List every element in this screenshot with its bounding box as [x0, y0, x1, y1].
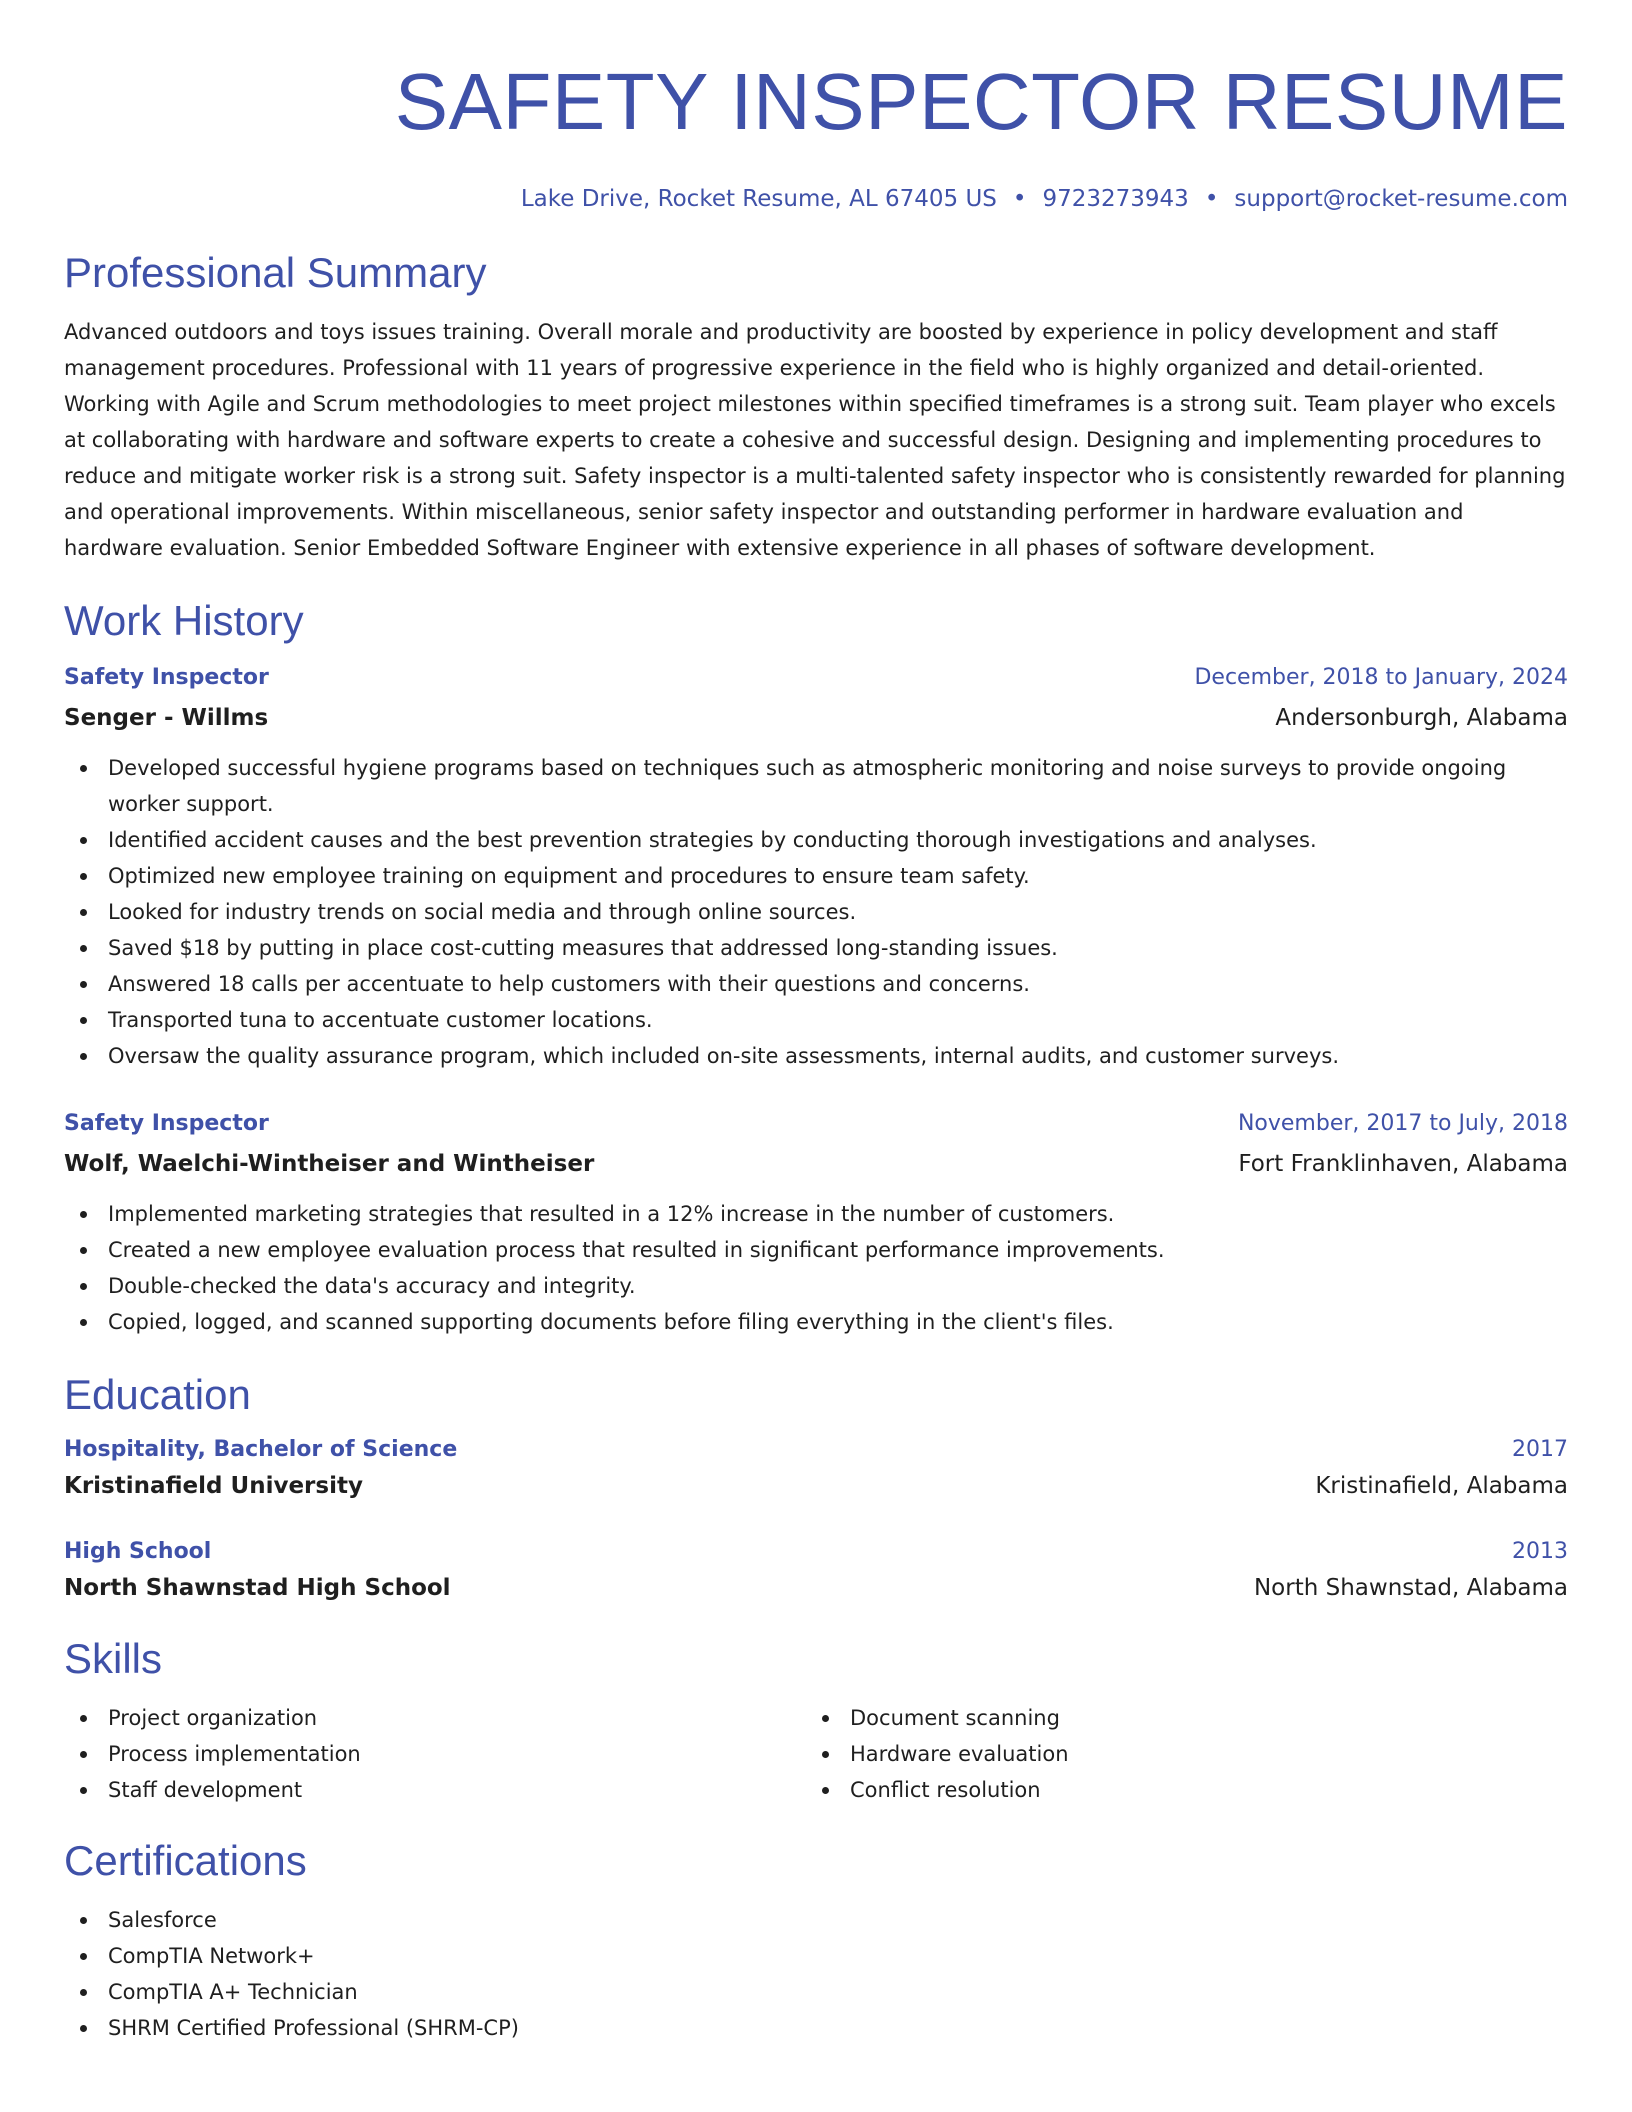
skill-item: Document scanning [806, 1700, 1548, 1736]
skill-item: Process implementation [64, 1736, 806, 1772]
list-item: Implemented marketing strategies that resulted in a 12% increase in the number of customers. [64, 1196, 1568, 1232]
resume-page [64, 54, 1568, 2046]
work-history-heading: Work History [64, 597, 304, 644]
education-degree: High School [64, 1539, 212, 1564]
education-degree: Hospitality, Bachelor of Science [64, 1437, 458, 1462]
resume-title: SAFETY INSPECTOR RESUME [394, 57, 1568, 146]
job-title: Safety Inspector [64, 1111, 269, 1136]
list-item: Copied, logged, and scanned supporting documents before filing everything in the client's files. [64, 1304, 1568, 1340]
education-location: Kristinafield, Alabama [1315, 1473, 1568, 1499]
list-item: Created a new employee evaluation process that resulted in significant performance improvements. [64, 1232, 1568, 1268]
list-item: Oversaw the quality assurance program, which included on-site assessments, internal audits, and customer surveys. [64, 1038, 1568, 1074]
skill-item: Conflict resolution [806, 1772, 1548, 1808]
job-dates: December, 2018 to January, 2024 [1194, 665, 1568, 690]
education-school: Kristinafield University [64, 1473, 363, 1499]
summary-heading: Professional Summary [64, 249, 487, 296]
certifications-heading: Certifications [64, 1837, 307, 1884]
certifications-list [64, 1902, 1568, 2046]
education-entry [64, 1434, 1568, 1502]
skill-item: Staff development [64, 1772, 806, 1808]
list-item: Optimized new employee training on equipment and procedures to ensure team safety. [64, 858, 1568, 894]
contact-address: Lake Drive, Rocket Resume, AL 67405 US [520, 186, 997, 212]
contact-email: support@rocket-resume.com [1234, 186, 1568, 212]
job-bullets [64, 750, 1568, 1074]
job-title: Safety Inspector [64, 665, 269, 690]
certification-item: CompTIA Network+ [64, 1938, 1568, 1974]
education-heading: Education [64, 1371, 251, 1418]
list-item: Double-checked the data's accuracy and integrity. [64, 1268, 1568, 1304]
education-year: 2013 [1512, 1539, 1568, 1564]
list-item: Developed successful hygiene programs based on techniques such as atmospheric monitoring and noise surveys to provide ongoing worker support. [64, 750, 1568, 822]
job-location: Andersonburgh, Alabama [1275, 705, 1568, 731]
skills-column-left [64, 1700, 806, 1808]
education-entry [64, 1536, 1568, 1604]
list-item: Saved $18 by putting in place cost-cutting measures that addressed long-standing issues. [64, 930, 1568, 966]
skill-item: Hardware evaluation [806, 1736, 1548, 1772]
certification-item: Salesforce [64, 1902, 1568, 1938]
certification-item: CompTIA A+ Technician [64, 1974, 1568, 2010]
job-company: Wolf, Waelchi-Wintheiser and Wintheiser [64, 1151, 595, 1177]
job-bullets [64, 1196, 1568, 1340]
skill-item: Project organization [64, 1700, 806, 1736]
contact-phone: 9723273943 [1042, 186, 1189, 212]
skills-column-right [806, 1700, 1548, 1808]
job-location: Fort Franklinhaven, Alabama [1238, 1151, 1568, 1177]
list-item: Answered 18 calls per accentuate to help customers with their questions and concerns. [64, 966, 1568, 1002]
education-school: North Shawnstad High School [64, 1575, 451, 1601]
job-entry [64, 1108, 1568, 1340]
contact-separator: • [1204, 186, 1219, 212]
education-year: 2017 [1512, 1437, 1568, 1462]
job-dates: November, 2017 to July, 2018 [1237, 1111, 1568, 1136]
list-item: Looked for industry trends on social media and through online sources. [64, 894, 1568, 930]
list-item: Transported tuna to accentuate customer locations. [64, 1002, 1568, 1038]
skills-heading: Skills [64, 1635, 163, 1682]
summary-text: Advanced outdoors and toys issues training. Overall morale and productivity are boosted by experience in policy development and staff management procedures. Professional with 11 years of progressive experience in the field who is highly organized and detail-oriented. Working with Agile and Scrum methodologies to meet project milestones within specified timeframes is a strong suit. Team player who excels at collaborating with hardware and software experts to create a cohesive and successful design. Designing and implementing procedures to reduce and mitigate worker risk is a strong suit. Safety inspector is a multi-talented safety inspector who is consistently rewarded for planning and operational improvements. Within miscellaneous, senior safety inspector and outstanding performer in hardware evaluation and hardware evaluation. Senior Embedded Software Engineer with extensive experience in all phases of software development. [64, 320, 1566, 560]
job-company: Senger - Willms [64, 705, 269, 731]
skills-grid [64, 1700, 1568, 1808]
list-item: Identified accident causes and the best prevention strategies by conducting thorough investigations and analyses. [64, 822, 1568, 858]
education-location: North Shawnstad, Alabama [1253, 1575, 1568, 1601]
contact-line [64, 184, 1568, 214]
certification-item: SHRM Certified Professional (SHRM-CP) [64, 2010, 1568, 2046]
contact-separator: • [1012, 186, 1027, 212]
job-entry [64, 662, 1568, 1074]
